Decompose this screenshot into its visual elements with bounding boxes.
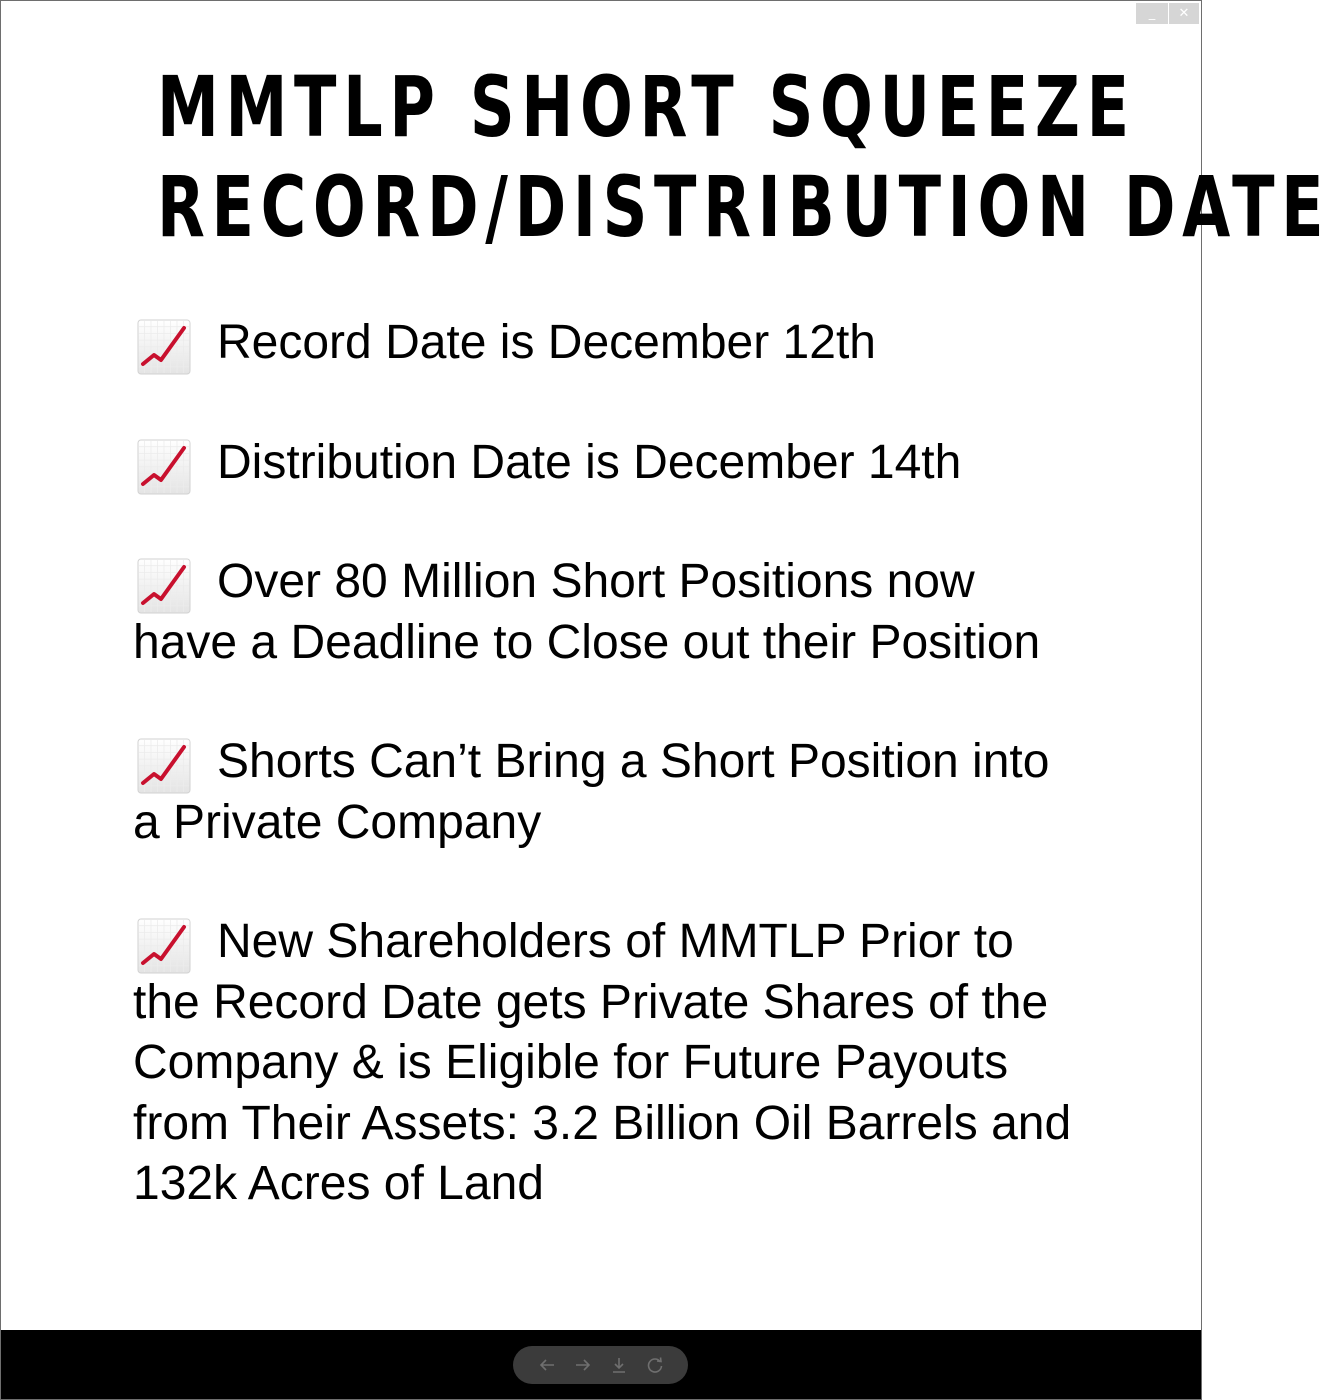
viewer-toolbar (1, 1330, 1201, 1399)
download-button[interactable] (608, 1354, 630, 1376)
page-title (157, 57, 1330, 257)
title-line-2: RECORD/DISTRIBUTION DATE (157, 158, 1330, 256)
list-item-text: New Shareholders of MMTLP Prior to the Record Date gets Private Shares of the Company & is Eligible for Future Payouts from Their Assets: 3.2 Billion Oil Barrels and 132k Acres of Land (133, 915, 1072, 1210)
bullet-list (133, 313, 1073, 1215)
list-item-text: Over 80 Million Short Positions now have a Deadline to Close out their Position (133, 555, 1041, 669)
close-button[interactable]: ✕ (1169, 3, 1199, 24)
back-arrow-icon (537, 1355, 557, 1375)
chart-increasing-icon (137, 736, 191, 796)
back-button[interactable] (536, 1354, 558, 1376)
list-item (133, 433, 1073, 494)
chart-increasing-icon (137, 556, 191, 616)
list-item-text: Record Date is December 12th (217, 316, 876, 369)
refresh-icon (645, 1355, 665, 1375)
chart-increasing-icon (137, 317, 191, 377)
forward-button[interactable] (572, 1354, 594, 1376)
toolbar-pill (513, 1346, 688, 1384)
list-item (133, 552, 1073, 673)
list-item (133, 313, 1073, 374)
refresh-button[interactable] (644, 1354, 666, 1376)
forward-arrow-icon (573, 1355, 593, 1375)
list-item-text: Shorts Can’t Bring a Short Position into a Private Company (133, 735, 1050, 849)
title-line-1: MMTLP SHORT SQUEEZE (157, 58, 1136, 156)
list-item (133, 732, 1073, 853)
list-item-text: Distribution Date is December 14th (217, 435, 962, 489)
minimize-button[interactable]: _ (1136, 3, 1168, 24)
chart-increasing-icon (137, 916, 191, 976)
image-content (1, 1, 1330, 1331)
download-icon (609, 1355, 629, 1375)
chart-increasing-icon (137, 437, 191, 497)
list-item (133, 912, 1073, 1215)
